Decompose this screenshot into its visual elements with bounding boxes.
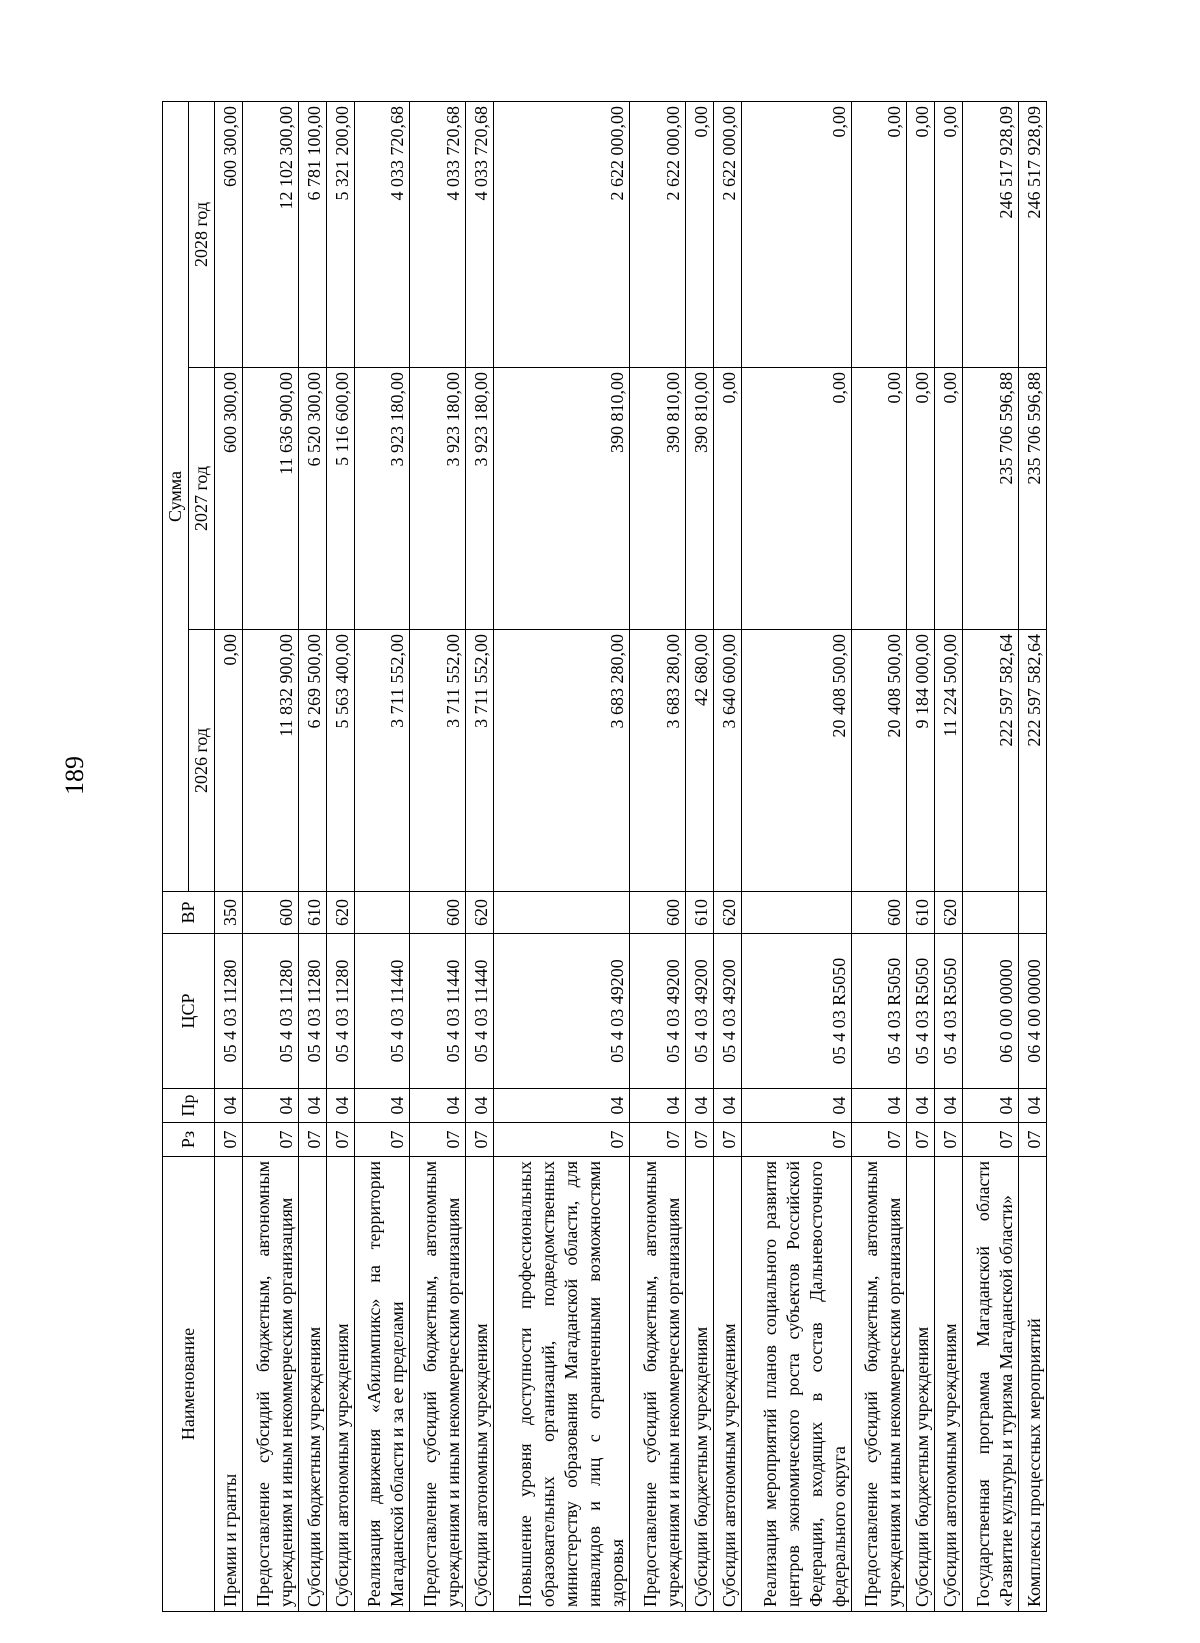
table-row: [630, 101, 685, 1611]
row-name: Предоставление субсидий бюджетным, автономным учреждениям и иным некоммерческим организациям: [243, 1157, 298, 1612]
header-sum: Сумма: [163, 101, 189, 891]
row-name: Субсидии бюджетным учреждениям: [906, 1157, 934, 1612]
row-pr: 04: [963, 1089, 1018, 1123]
row-rz: 07: [851, 1123, 906, 1157]
row-amount-2026: 222 597 582,64: [963, 630, 1018, 892]
row-amount-2028: 246 517 928,09: [963, 101, 1018, 367]
table-row: [935, 101, 963, 1611]
row-pr: 04: [851, 1089, 906, 1123]
row-csr: 05 4 03 11440: [355, 934, 410, 1089]
row-amount-2027: 0,00: [935, 368, 963, 630]
row-amount-2026: 11 832 900,00: [243, 630, 298, 892]
row-amount-2026: 5 563 400,00: [326, 630, 354, 892]
table-row: [298, 101, 326, 1611]
row-rz: 07: [630, 1123, 685, 1157]
row-rz: 07: [243, 1123, 298, 1157]
row-rz: 07: [935, 1123, 963, 1157]
row-csr: 05 4 03 49200: [630, 934, 685, 1089]
row-amount-2027: 235 706 596,88: [1018, 368, 1046, 630]
row-amount-2027: 390 810,00: [630, 368, 685, 630]
row-name: Повышение уровня доступности профессиональных образовательных организаций, подведомственных министерству образования Магаданской области, для инвалидов и лиц с ограниченными возможностями здоровья: [493, 1157, 630, 1612]
table-row: [465, 101, 493, 1611]
row-rz: 07: [742, 1123, 851, 1157]
row-amount-2027: 3 923 180,00: [465, 368, 493, 630]
row-pr: 04: [243, 1089, 298, 1123]
row-pr: 04: [685, 1089, 713, 1123]
table-row: [851, 101, 906, 1611]
row-rz: 07: [298, 1123, 326, 1157]
row-rz: 07: [906, 1123, 934, 1157]
row-vr: 600: [630, 892, 685, 934]
row-csr: 05 4 03 R5050: [906, 934, 934, 1089]
row-pr: 04: [465, 1089, 493, 1123]
header-rz: Рз: [163, 1123, 215, 1157]
row-amount-2027: 600 300,00: [215, 368, 243, 630]
header-2028: 2028 год: [189, 101, 215, 367]
row-csr: 06 4 00 00000: [1018, 934, 1046, 1089]
row-amount-2027: 0,00: [742, 368, 851, 630]
row-amount-2027: 390 810,00: [685, 368, 713, 630]
row-amount-2026: 3 683 280,00: [493, 630, 630, 892]
row-rz: 07: [215, 1123, 243, 1157]
row-name: Субсидии бюджетным учреждениям: [298, 1157, 326, 1612]
row-amount-2026: 6 269 500,00: [298, 630, 326, 892]
row-amount-2027: 3 923 180,00: [355, 368, 410, 630]
row-pr: 04: [935, 1089, 963, 1123]
header-2027: 2027 год: [189, 368, 215, 630]
row-vr: [742, 892, 851, 934]
row-name: Субсидии автономным учреждениям: [326, 1157, 354, 1612]
row-amount-2028: 4 033 720,68: [465, 101, 493, 367]
row-vr: 610: [685, 892, 713, 934]
row-rz: 07: [713, 1123, 741, 1157]
row-amount-2028: 0,00: [851, 101, 906, 367]
row-amount-2026: 42 680,00: [685, 630, 713, 892]
row-rz: 07: [410, 1123, 465, 1157]
table-row: [1018, 101, 1046, 1611]
row-amount-2028: 6 781 100,00: [298, 101, 326, 367]
row-vr: 620: [935, 892, 963, 934]
row-amount-2028: 2 622 000,00: [630, 101, 685, 367]
row-name: Реализация движения «Абилимпикс» на территории Магаданской области и за ее пределами: [355, 1157, 410, 1612]
page-number: 189: [60, 756, 89, 795]
row-amount-2026: 222 597 582,64: [1018, 630, 1046, 892]
row-name: Субсидии автономным учреждениям: [465, 1157, 493, 1612]
row-pr: 04: [493, 1089, 630, 1123]
row-csr: 05 4 03 R5050: [851, 934, 906, 1089]
row-vr: 620: [326, 892, 354, 934]
row-pr: 04: [742, 1089, 851, 1123]
row-amount-2027: 6 520 300,00: [298, 368, 326, 630]
row-amount-2027: 5 116 600,00: [326, 368, 354, 630]
table-row: [326, 101, 354, 1611]
row-name: Субсидии автономным учреждениям: [713, 1157, 741, 1612]
budget-table: [162, 101, 1047, 1612]
row-rz: 07: [493, 1123, 630, 1157]
row-name: Государственная программа Магаданской области «Развитие культуры и туризма Магаданской области»: [963, 1157, 1018, 1612]
row-amount-2026: 0,00: [215, 630, 243, 892]
row-rz: 07: [685, 1123, 713, 1157]
row-amount-2027: 390 810,00: [493, 368, 630, 630]
row-csr: 05 4 03 11280: [326, 934, 354, 1089]
row-csr: 05 4 03 49200: [713, 934, 741, 1089]
table-row: [963, 101, 1018, 1611]
row-amount-2026: 20 408 500,00: [742, 630, 851, 892]
row-amount-2028: 0,00: [685, 101, 713, 367]
row-csr: 05 4 03 R5050: [742, 934, 851, 1089]
row-name: Субсидии автономным учреждениям: [935, 1157, 963, 1612]
row-amount-2027: 3 923 180,00: [410, 368, 465, 630]
row-amount-2026: 11 224 500,00: [935, 630, 963, 892]
header-vr: ВР: [163, 892, 215, 934]
row-amount-2028: 600 300,00: [215, 101, 243, 367]
row-csr: 05 4 03 11280: [243, 934, 298, 1089]
row-rz: 07: [355, 1123, 410, 1157]
row-name: Субсидии бюджетным учреждениям: [685, 1157, 713, 1612]
row-name: Предоставление субсидий бюджетным, автономным учреждениям и иным некоммерческим организациям: [851, 1157, 906, 1612]
row-name: Реализация мероприятий планов социального развития центров экономического роста субъектов Российской Федерации, входящих в состав Дальневосточного федерального округа: [742, 1157, 851, 1612]
row-csr: 05 4 03 11280: [298, 934, 326, 1089]
row-amount-2028: 4 033 720,68: [410, 101, 465, 367]
row-rz: 07: [465, 1123, 493, 1157]
row-name: Предоставление субсидий бюджетным, автономным учреждениям и иным некоммерческим организациям: [630, 1157, 685, 1612]
row-amount-2028: 4 033 720,68: [355, 101, 410, 367]
budget-table-rotated: [162, 102, 1047, 1612]
header-pr: Пр: [163, 1089, 215, 1123]
row-amount-2026: 3 711 552,00: [355, 630, 410, 892]
row-amount-2026: 3 711 552,00: [410, 630, 465, 892]
row-pr: 04: [355, 1089, 410, 1123]
row-name: Премии и гранты: [215, 1157, 243, 1612]
row-vr: 600: [851, 892, 906, 934]
row-csr: 05 4 03 11280: [215, 934, 243, 1089]
row-pr: 04: [713, 1089, 741, 1123]
row-amount-2028: 246 517 928,09: [1018, 101, 1046, 367]
row-vr: [1018, 892, 1046, 934]
row-csr: 05 4 03 11440: [465, 934, 493, 1089]
header-name: Наименование: [163, 1157, 215, 1612]
row-vr: 620: [465, 892, 493, 934]
row-amount-2027: 0,00: [713, 368, 741, 630]
row-amount-2026: 20 408 500,00: [851, 630, 906, 892]
row-csr: 05 4 03 49200: [685, 934, 713, 1089]
row-amount-2027: 11 636 900,00: [243, 368, 298, 630]
table-row: [355, 101, 410, 1611]
row-amount-2026: 3 711 552,00: [465, 630, 493, 892]
row-amount-2028: 2 622 000,00: [493, 101, 630, 367]
table-row: [906, 101, 934, 1611]
row-csr: 05 4 03 R5050: [935, 934, 963, 1089]
row-vr: 600: [410, 892, 465, 934]
header-2026: 2026 год: [189, 630, 215, 892]
row-pr: 04: [630, 1089, 685, 1123]
row-amount-2027: 0,00: [851, 368, 906, 630]
table-row: [742, 101, 851, 1611]
row-vr: 350: [215, 892, 243, 934]
row-vr: 610: [906, 892, 934, 934]
row-pr: 04: [326, 1089, 354, 1123]
table-row: [243, 101, 298, 1611]
row-rz: 07: [963, 1123, 1018, 1157]
row-pr: 04: [298, 1089, 326, 1123]
row-pr: 04: [215, 1089, 243, 1123]
row-vr: 620: [713, 892, 741, 934]
header-csr: ЦСР: [163, 934, 215, 1089]
row-vr: [355, 892, 410, 934]
row-amount-2028: 2 622 000,00: [713, 101, 741, 367]
row-vr: 610: [298, 892, 326, 934]
row-amount-2027: 0,00: [906, 368, 934, 630]
row-pr: 04: [906, 1089, 934, 1123]
row-rz: 07: [1018, 1123, 1046, 1157]
row-amount-2027: 235 706 596,88: [963, 368, 1018, 630]
row-pr: 04: [410, 1089, 465, 1123]
row-amount-2028: 0,00: [742, 101, 851, 367]
table-row: [685, 101, 713, 1611]
table-row: [713, 101, 741, 1611]
row-rz: 07: [326, 1123, 354, 1157]
table-body: [215, 101, 1047, 1611]
row-pr: 04: [1018, 1089, 1046, 1123]
row-amount-2026: 3 640 600,00: [713, 630, 741, 892]
row-amount-2028: 5 321 200,00: [326, 101, 354, 367]
row-name: Комплексы процессных мероприятий: [1018, 1157, 1046, 1612]
row-csr: 06 0 00 00000: [963, 934, 1018, 1089]
row-amount-2026: 9 184 000,00: [906, 630, 934, 892]
row-csr: 05 4 03 49200: [493, 934, 630, 1089]
row-vr: [493, 892, 630, 934]
row-amount-2026: 3 683 280,00: [630, 630, 685, 892]
row-vr: 600: [243, 892, 298, 934]
table-row: [410, 101, 465, 1611]
row-csr: 05 4 03 11440: [410, 934, 465, 1089]
row-amount-2028: 0,00: [935, 101, 963, 367]
row-name: Предоставление субсидий бюджетным, автономным учреждениям и иным некоммерческим организациям: [410, 1157, 465, 1612]
table-row: [215, 101, 243, 1611]
row-amount-2028: 0,00: [906, 101, 934, 367]
table-row: [493, 101, 630, 1611]
row-amount-2028: 12 102 300,00: [243, 101, 298, 367]
row-vr: [963, 892, 1018, 934]
